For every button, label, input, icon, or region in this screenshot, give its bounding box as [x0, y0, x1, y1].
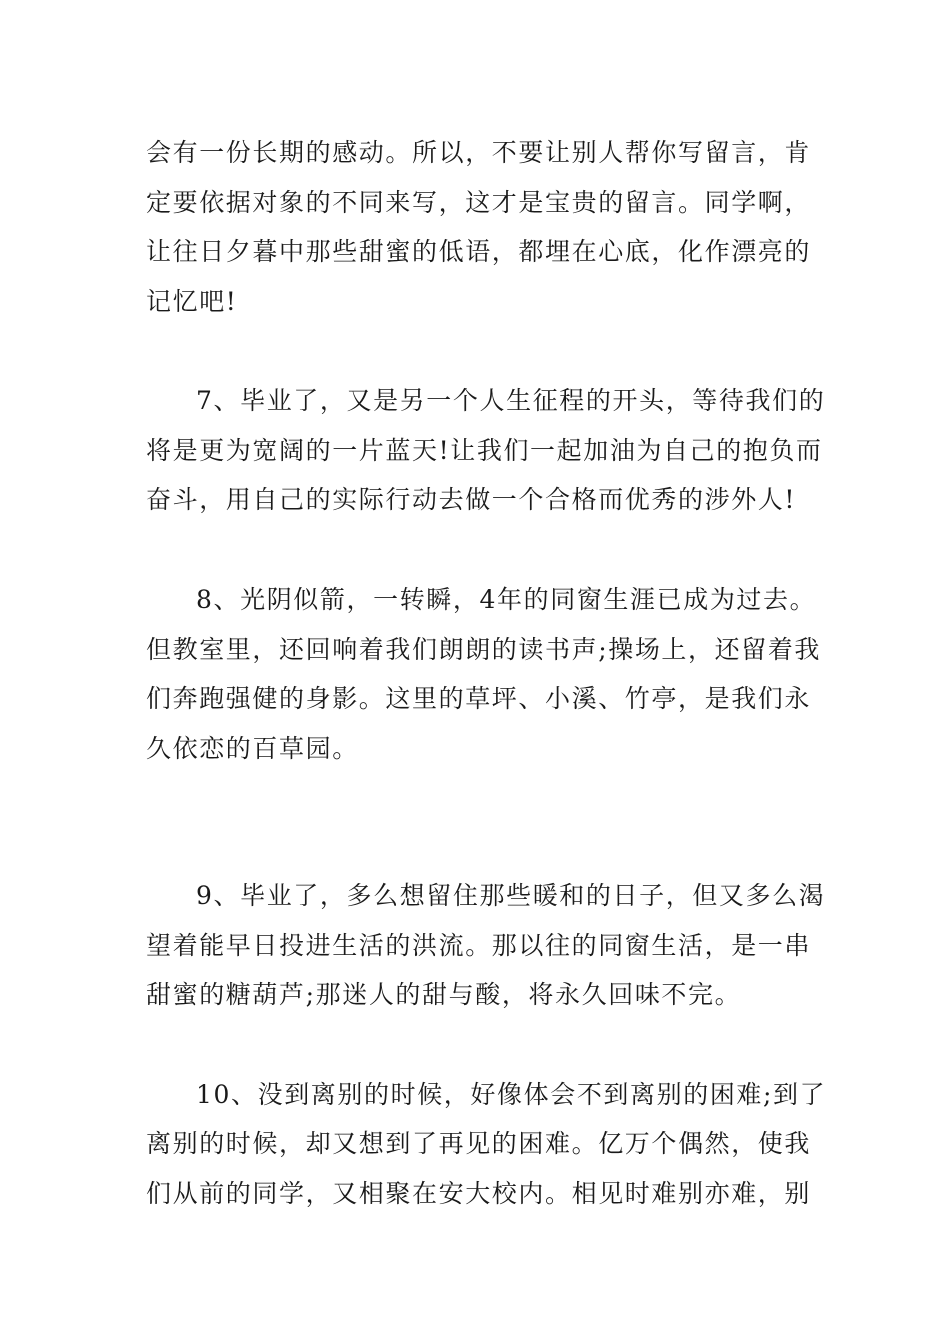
text-line: 奋斗，用自己的实际行动去做一个合格而优秀的涉外人! [146, 485, 797, 514]
text-line: 9、毕业了，多么想留住那些暖和的日子，但又多么渴 [196, 881, 826, 910]
text-line: 甜蜜的糖葫芦;那迷人的甜与酸，将永久回味不完。 [146, 980, 742, 1009]
text-line: 让往日夕暮中那些甜蜜的低语，都埋在心底，化作漂亮的 [146, 237, 812, 266]
text-line: 会有一份长期的感动。所以，不要让别人帮你写留言，肯 [146, 138, 812, 167]
text-line: 们从前的同学，又相聚在安大校内。相见时难别亦难，别 [146, 1179, 812, 1208]
text-line: 但教室里，还回响着我们朗朗的读书声;操场上，还留着我 [146, 635, 822, 664]
text-line: 记忆吧! [146, 287, 238, 316]
text-line: 望着能早日投进生活的洪流。那以往的同窗生活，是一串 [146, 931, 812, 960]
text-line: 久依恋的百草园。 [146, 734, 359, 763]
text-line: 们奔跑强健的身影。这里的草坪、小溪、竹亭，是我们永 [146, 684, 812, 713]
text-line: 8、光阴似箭，一转瞬，4年的同窗生涯已成为过去。 [196, 585, 817, 614]
text-line: 将是更为宽阔的一片蓝天!让我们一起加油为自己的抱负而 [146, 436, 823, 465]
text-line: 10、没到离别的时候，好像体会不到离别的困难;到了 [196, 1080, 827, 1109]
text-line: 7、毕业了，又是另一个人生征程的开头，等待我们的 [196, 386, 826, 415]
text-line: 离别的时候，却又想到了再见的困难。亿万个偶然，使我 [146, 1129, 812, 1158]
text-line: 定要依据对象的不同来写，这才是宝贵的留言。同学啊， [146, 188, 812, 217]
